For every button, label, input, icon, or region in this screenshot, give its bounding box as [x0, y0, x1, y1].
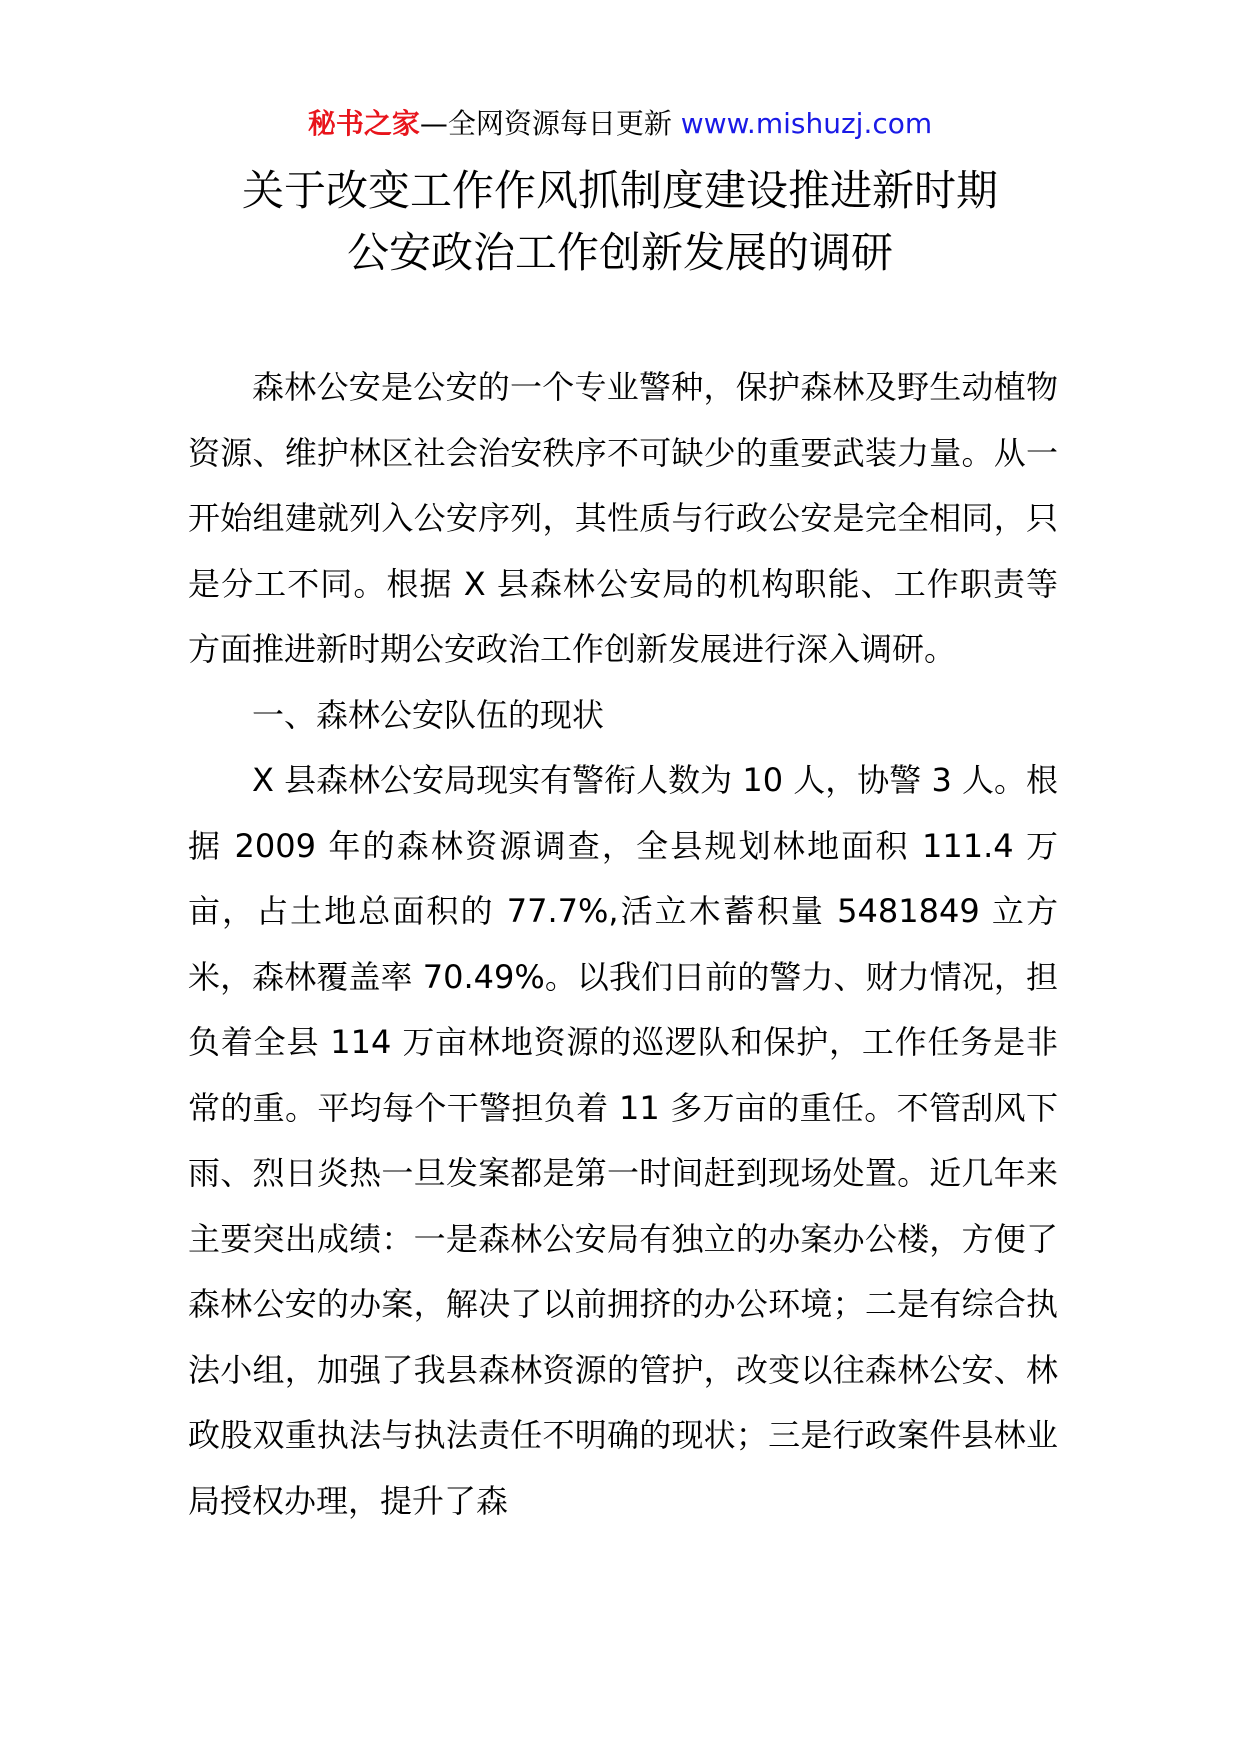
title-line-1: 关于改变工作作风抓制度建设推进新时期	[241, 166, 998, 215]
section-heading-1: 一、森林公安队伍的现状	[252, 695, 605, 734]
brand-name: 秘书之家	[307, 107, 420, 140]
body-paragraph-1: 森林公安是公安的一个专业警种，保护森林及野生动植物资源、维护林区社会治安秩序不可缺少的重要武装力量。从一开始组建就列入公安序列，其性质与行政公安是完全相同，只是分工不同。根据 X 县森林公安局的机构职能、工作职责等方面推进新时期公安政治工作创新发展进行深入调研。	[188, 368, 1058, 668]
site-header	[0, 104, 1240, 144]
title-line-2: 公安政治工作创新发展的调研	[346, 228, 893, 277]
header-tagline: —全网资源每日更新	[419, 107, 672, 140]
document-title	[0, 160, 1240, 284]
body-paragraph-2: X 县森林公安局现实有警衔人数为 10 人，协警 3 人。根据 2009 年的森林资源调查，全县规划林地面积 111.4 万亩，占土地总面积的 77.7%,活立木蓄积量 5481849 立方米，森林覆盖率 70.49%。以我们日前的警力、财力情况，担负着全县 114 万亩林地资源的巡逻队和保护，工作任务是非常的重。平均每个干警担负着 11 多万亩的重任。不管刮风下雨、烈日炎热一旦发案都是第一时间赶到现场处置。近几年来主要突出成绩：一是森林公安局有独立的办案办公楼，方便了森林公安的办案，解决了以前拥挤的办公环境；二是有综合执法小组，加强了我县森林资源的管护，改变以往森林公安、林政股双重执法与执法责任不明确的现状；三是行政案件县林业局授权办理，提升了森	[188, 761, 1058, 1520]
document-body	[188, 355, 1058, 1534]
site-url-link[interactable]: www.mishuzj.com	[680, 107, 933, 140]
